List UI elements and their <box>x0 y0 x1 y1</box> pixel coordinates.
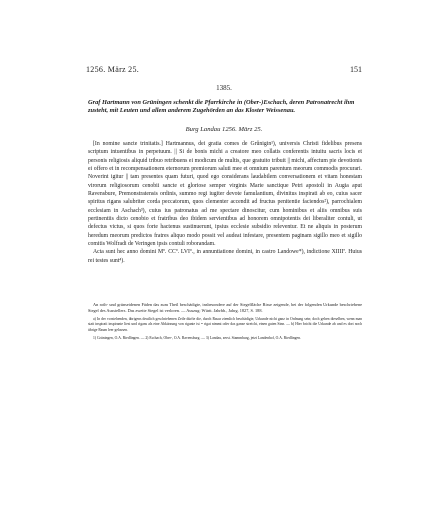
header-date: 1256. März 25. <box>86 65 140 74</box>
footnotes <box>88 302 362 344</box>
running-header <box>86 64 362 76</box>
footnote-source: An roth- und grünseidenen Fäden das zum Theil beschädigte, insbesondere auf der Siegelfläche Risse zeigende, bei der folgenden Urkunde beschriebene Siegel des Ausstellers. Das zweite Siegel ist verloren. — Auszug: Württ. Jahrbb., Jahrg. 1827, S. 188. <box>88 302 362 314</box>
body-paragraph-1: [In nomine sancte trinitatis.] Hartmannus, dei gratia comes de Grǔnigin¹), universis Christi fidelibus presens scriptum intuentibus in perpetuum. || Si de bonis michi a creatore meo collatis conferentis intuitu sacris locis et personis religiosis aliquid tribuo retribuens ei modicum de multis, que gratuito tribuit || michi, affectum pie devotionis ei offero et in recompensationem eternorum premiorum saluti mee et omnium parentum meorum commodis procurari. Noverint igitur || tam presentes quam futuri, quod ego considerans laudabilem conversationem et vitam honestam virorum religiosorum cenobii sancte et gloriose semper virginis Marie sanctique Petri apostoli in Augia aput Ravensbure, Premonstratensis ordinis, summo regi iugiter devote famulantium, divinitus inspirati ab eo, cuius sacer spiritus rigans salubriter corda peccatorum, quos clementer accendit ad fructus penitentie faciendos²), parrochialem ecclesiam in Aschach³), cuius ius patronatus ad me spectare dinoscitur, cum hominibus et aliis omnibus suis pertinentiis dicto cenobio et fratribus deo ibidem servientibus ad honorem omnipotentis dei liberaliter contuli, ut defectus victus, si quos forte hactenus sustinuerunt, ipsius ecclesie subsidio releventur. Et ne aliquis in posterum heredum meorum predictos fratres aliquo modo possit vel audeat infestare, presentem paginam sigillo meo et sigillo comitis Wolfradi de Veringen ipsis contuli roborandam. <box>88 141 362 248</box>
page-number: 151 <box>350 65 362 74</box>
body-paragraph-2: Acta sunt hec anno domini Mº. CCº. LVIº., in annuntiatione domini, in castro Landowe*), indictione XIIIIª. Huius rei testes sunt⁴). <box>88 249 362 264</box>
footnote-numbered: 1) Grüningen, O.A. Riedlingen. — 2) Eschach, Ober-, O.A. Ravensburg. — 3) Landau, zerst. Stammburg, jetzt Landenhof, O.A. Riedlingen. <box>93 336 301 341</box>
document-body <box>88 140 362 265</box>
document-title: Graf Hartmann von Grüningen schenkt die Pfarrkirche in (Ober-)Eschach, deren Patronatrecht ihm zusteht, mit Leuten und allem anderem Zugehörden an das Kloster Weissenau. <box>88 99 355 115</box>
document-number: 1385. <box>216 84 232 92</box>
document-dateline: Burg Landau 1256. März 25. <box>185 126 263 133</box>
footnote-letter: a) In der vorstehenden, übrigens deutlich geschriebenen Zeile dürfte die, durch Rasur ziemlich beschädigte, Urkunde nicht ganz in Ordnung sein; doch gehen dieselben, wenn man statt inspirati inspirante liest und rigans als eine Abkürzung von rigante ist = rigat nimmt oder das ganze streicht, einen guten Sinn. — b) Hier bricht die Urkunde ab und es dort noch übrige Raum leer gelassen. <box>88 317 362 332</box>
